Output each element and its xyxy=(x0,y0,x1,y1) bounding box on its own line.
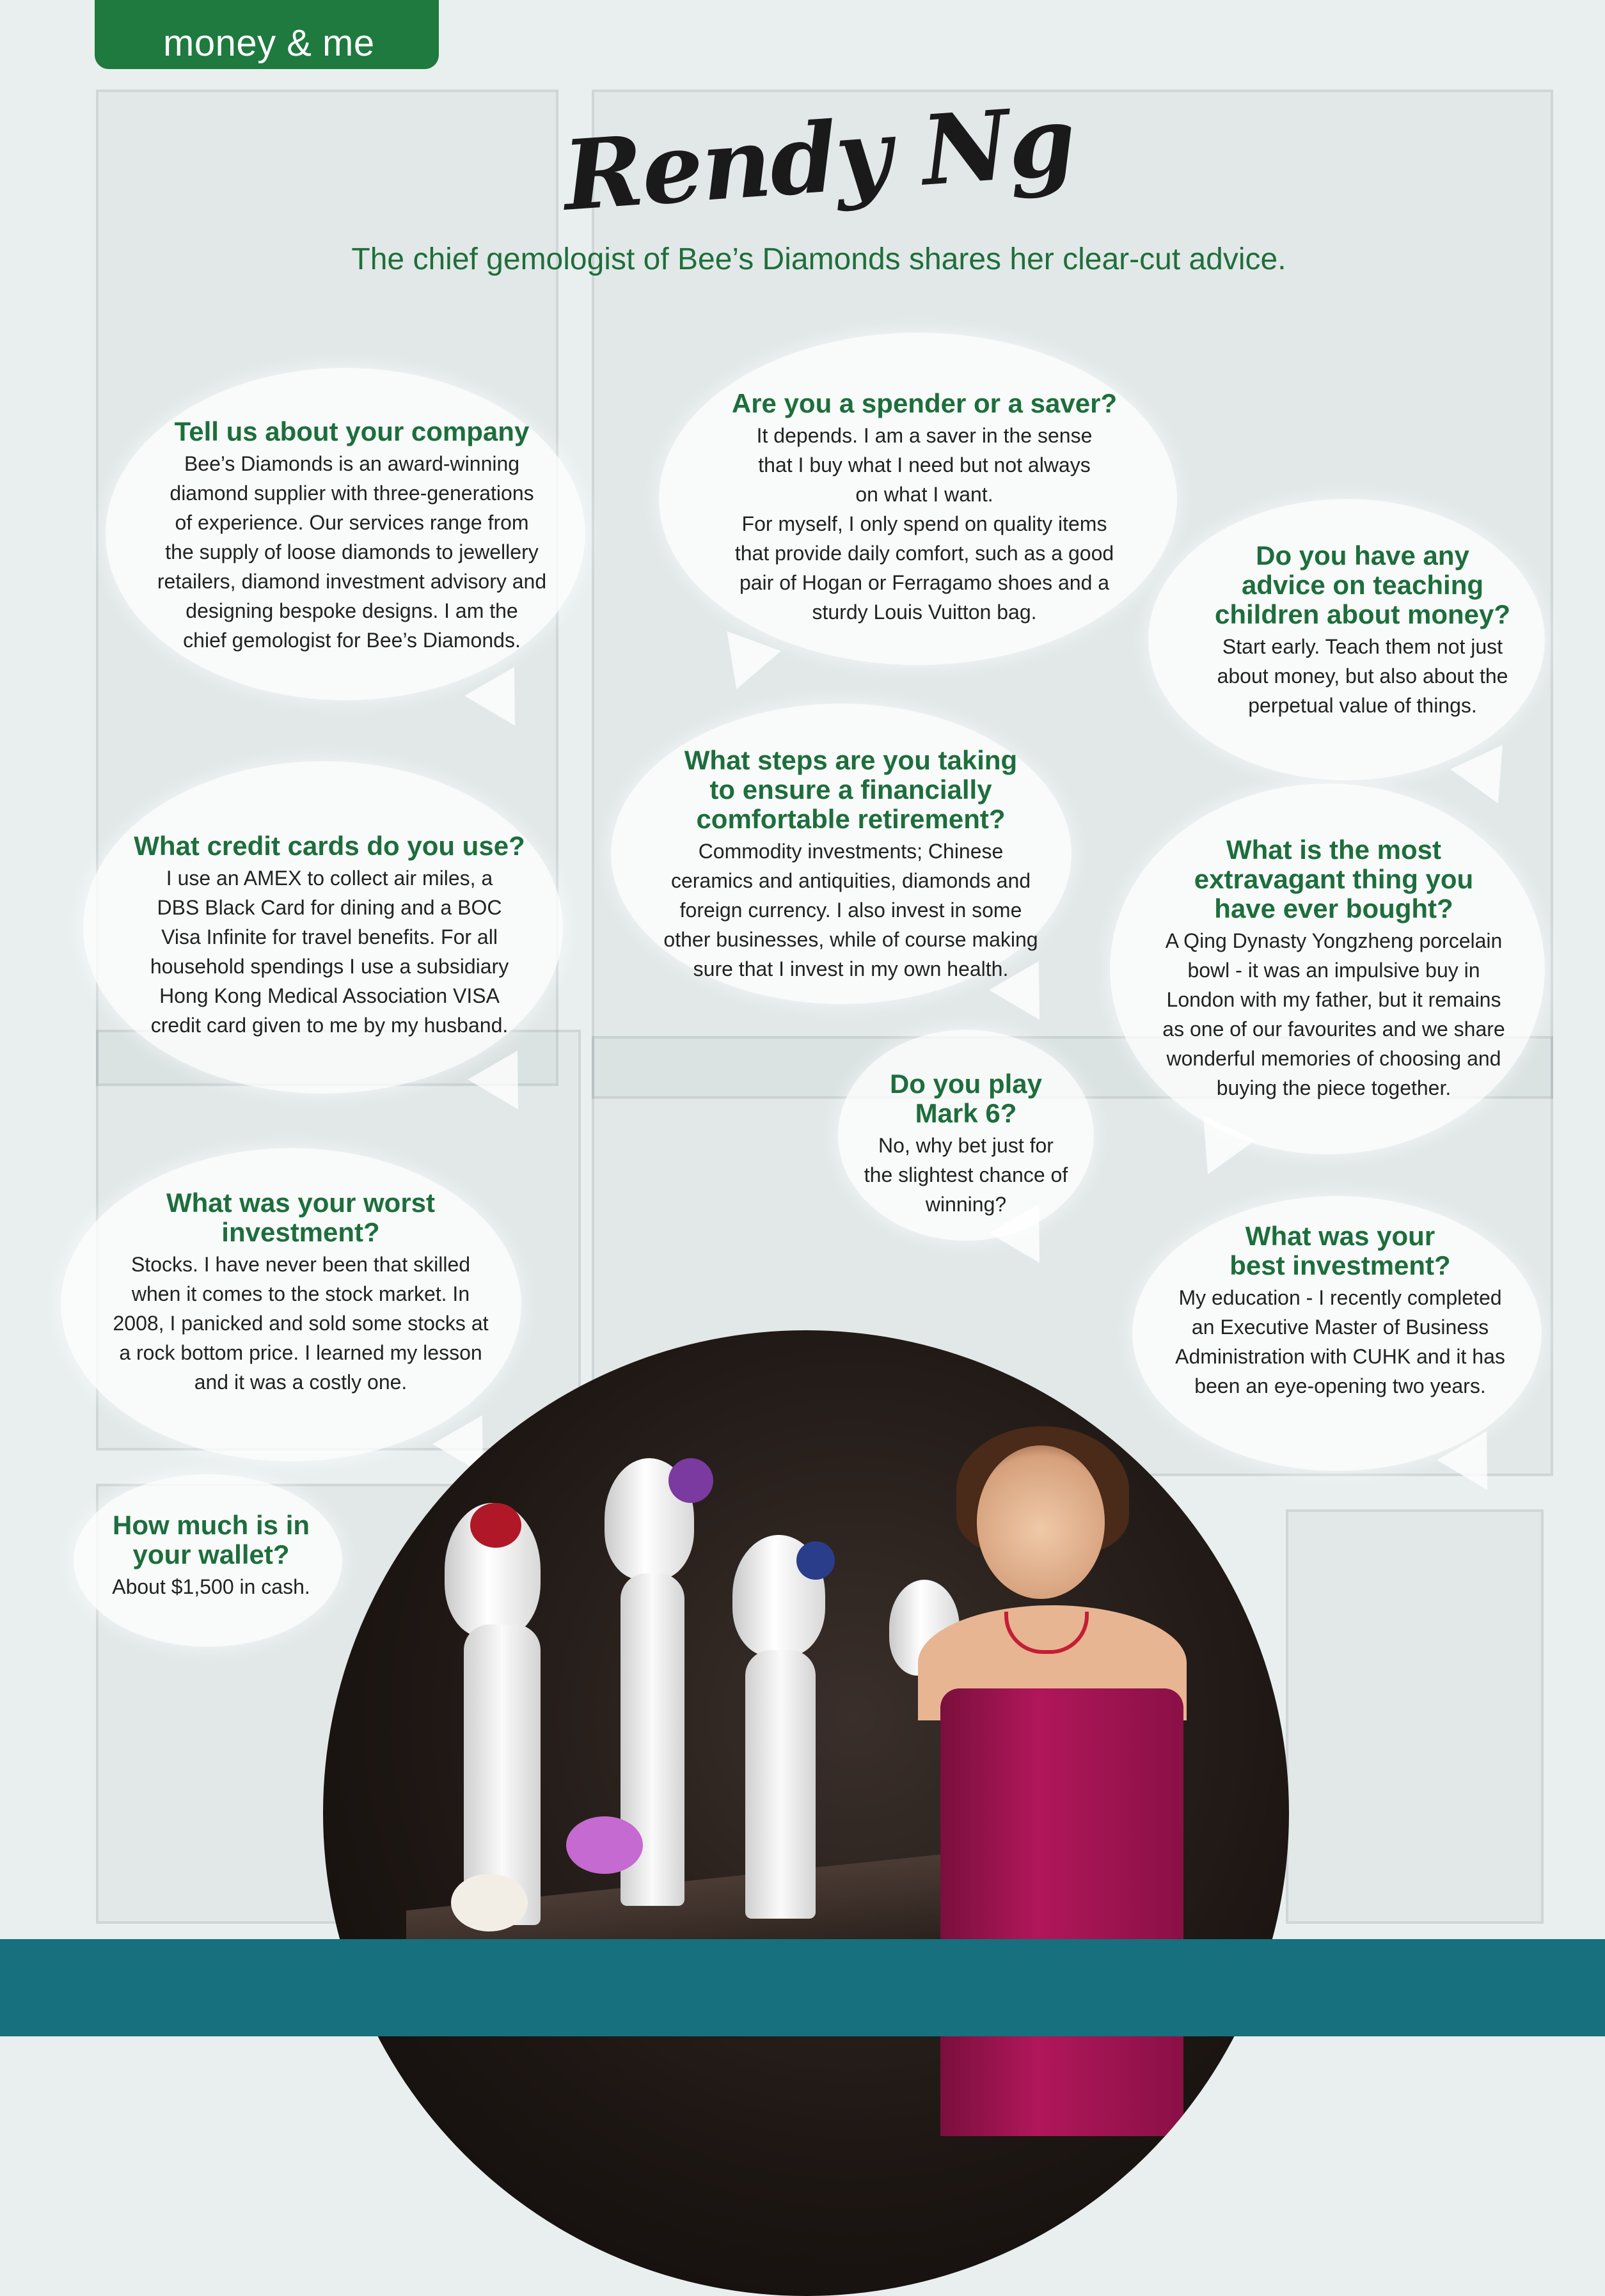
page-title: Rendy Ng xyxy=(560,84,1078,233)
answer: Start early. Teach them not just about money, but also about the perpetual value of things. xyxy=(1217,635,1508,717)
qa-extravagant xyxy=(1132,835,1535,1103)
section-tab xyxy=(95,0,439,69)
qa-wallet xyxy=(83,1511,339,1601)
question: Are you a spender or a saver? xyxy=(731,388,1118,418)
qa-children xyxy=(1171,541,1554,720)
portrait-photo xyxy=(323,1330,1289,2296)
question: What was your worst investment? xyxy=(166,1188,436,1247)
fascinator-flower xyxy=(566,1816,643,1874)
question: What steps are you taking to ensure a financially comfortable retirement? xyxy=(684,745,1018,834)
answer: Bee’s Diamonds is an award-winning diamond supplier with three-generations of experience. Our services range from the supply of loose diamonds to jewellery retailers, diamond investment advisory and designing bespoke designs. I am the chief gemologist for Bee’s Diamonds. xyxy=(157,452,547,652)
fascinator-flower xyxy=(668,1458,713,1503)
qa-worst-investment xyxy=(90,1188,512,1397)
qa-mark6 xyxy=(851,1069,1081,1219)
question: What is the most extravagant thing you have ever bought? xyxy=(1194,835,1474,924)
answer: My education - I recently completed an Executive Master of Business Administration with CUHK and it has been an eye-opening two years. xyxy=(1175,1286,1505,1397)
question: What credit cards do you use? xyxy=(134,831,525,861)
answer: It depends. I am a saver in the sense that I buy what I need but not always on what I want. For myself, I only spend on quality items that provide daily comfort, such as a good pair of Hogan or Ferragamo shoes and a sturdy Louis Vuitton bag. xyxy=(734,424,1114,624)
fascinator-flower xyxy=(470,1503,521,1548)
answer: I use an AMEX to collect air miles, a DBS Black Card for dining and a BOC Visa Infinite for travel benefits. For all household spendings I use a subsidiary Hong Kong Medical Association VISA credit card given to me by my husband. xyxy=(150,867,509,1037)
answer: A Qing Dynasty Yongzheng porcelain bowl - it was an impulsive buy in London with my father, but it remains as one of our favourites and we share wonderful memories of choosing and buying the piece together. xyxy=(1162,929,1505,1099)
mannequin-neck xyxy=(745,1650,816,1919)
qa-spender xyxy=(684,389,1164,627)
section-tab-label: money & me xyxy=(163,22,375,64)
fascinator-flower xyxy=(796,1541,835,1580)
question: How much is in your wallet? xyxy=(112,1510,310,1569)
qa-best-investment xyxy=(1148,1222,1532,1401)
question: Do you have any advice on teaching children about money? xyxy=(1214,540,1511,629)
magenta-dress xyxy=(940,1688,1183,2136)
qa-company xyxy=(128,417,576,655)
page-subtitle: The chief gemologist of Bee’s Diamonds shares her clear-cut advice. xyxy=(351,242,1286,276)
answer: No, why bet just for the slightest chance of winning? xyxy=(864,1134,1068,1216)
qa-retirement xyxy=(640,746,1062,984)
woman-face xyxy=(977,1445,1105,1599)
answer: Commodity investments; Chinese ceramics and antiquities, diamonds and foreign currency. I also invest in some other businesses, while of course making sure that I invest in my own health. xyxy=(663,840,1038,980)
qa-credit-cards xyxy=(109,831,550,1040)
question: Tell us about your company xyxy=(174,416,530,446)
question: What was your best investment? xyxy=(1229,1221,1451,1280)
question: Do you play Mark 6? xyxy=(889,1069,1043,1128)
fascinator-flower xyxy=(451,1874,528,1931)
answer: About $1,500 in cash. xyxy=(112,1575,310,1598)
footer-bar xyxy=(0,1939,1605,2036)
background-ad-panel xyxy=(1286,1509,1544,1924)
answer: Stocks. I have never been that skilled when it comes to the stock market. In 2008, I panicked and sold some stocks at a rock bottom price. I learned my lesson and it was a costly one. xyxy=(113,1253,489,1394)
